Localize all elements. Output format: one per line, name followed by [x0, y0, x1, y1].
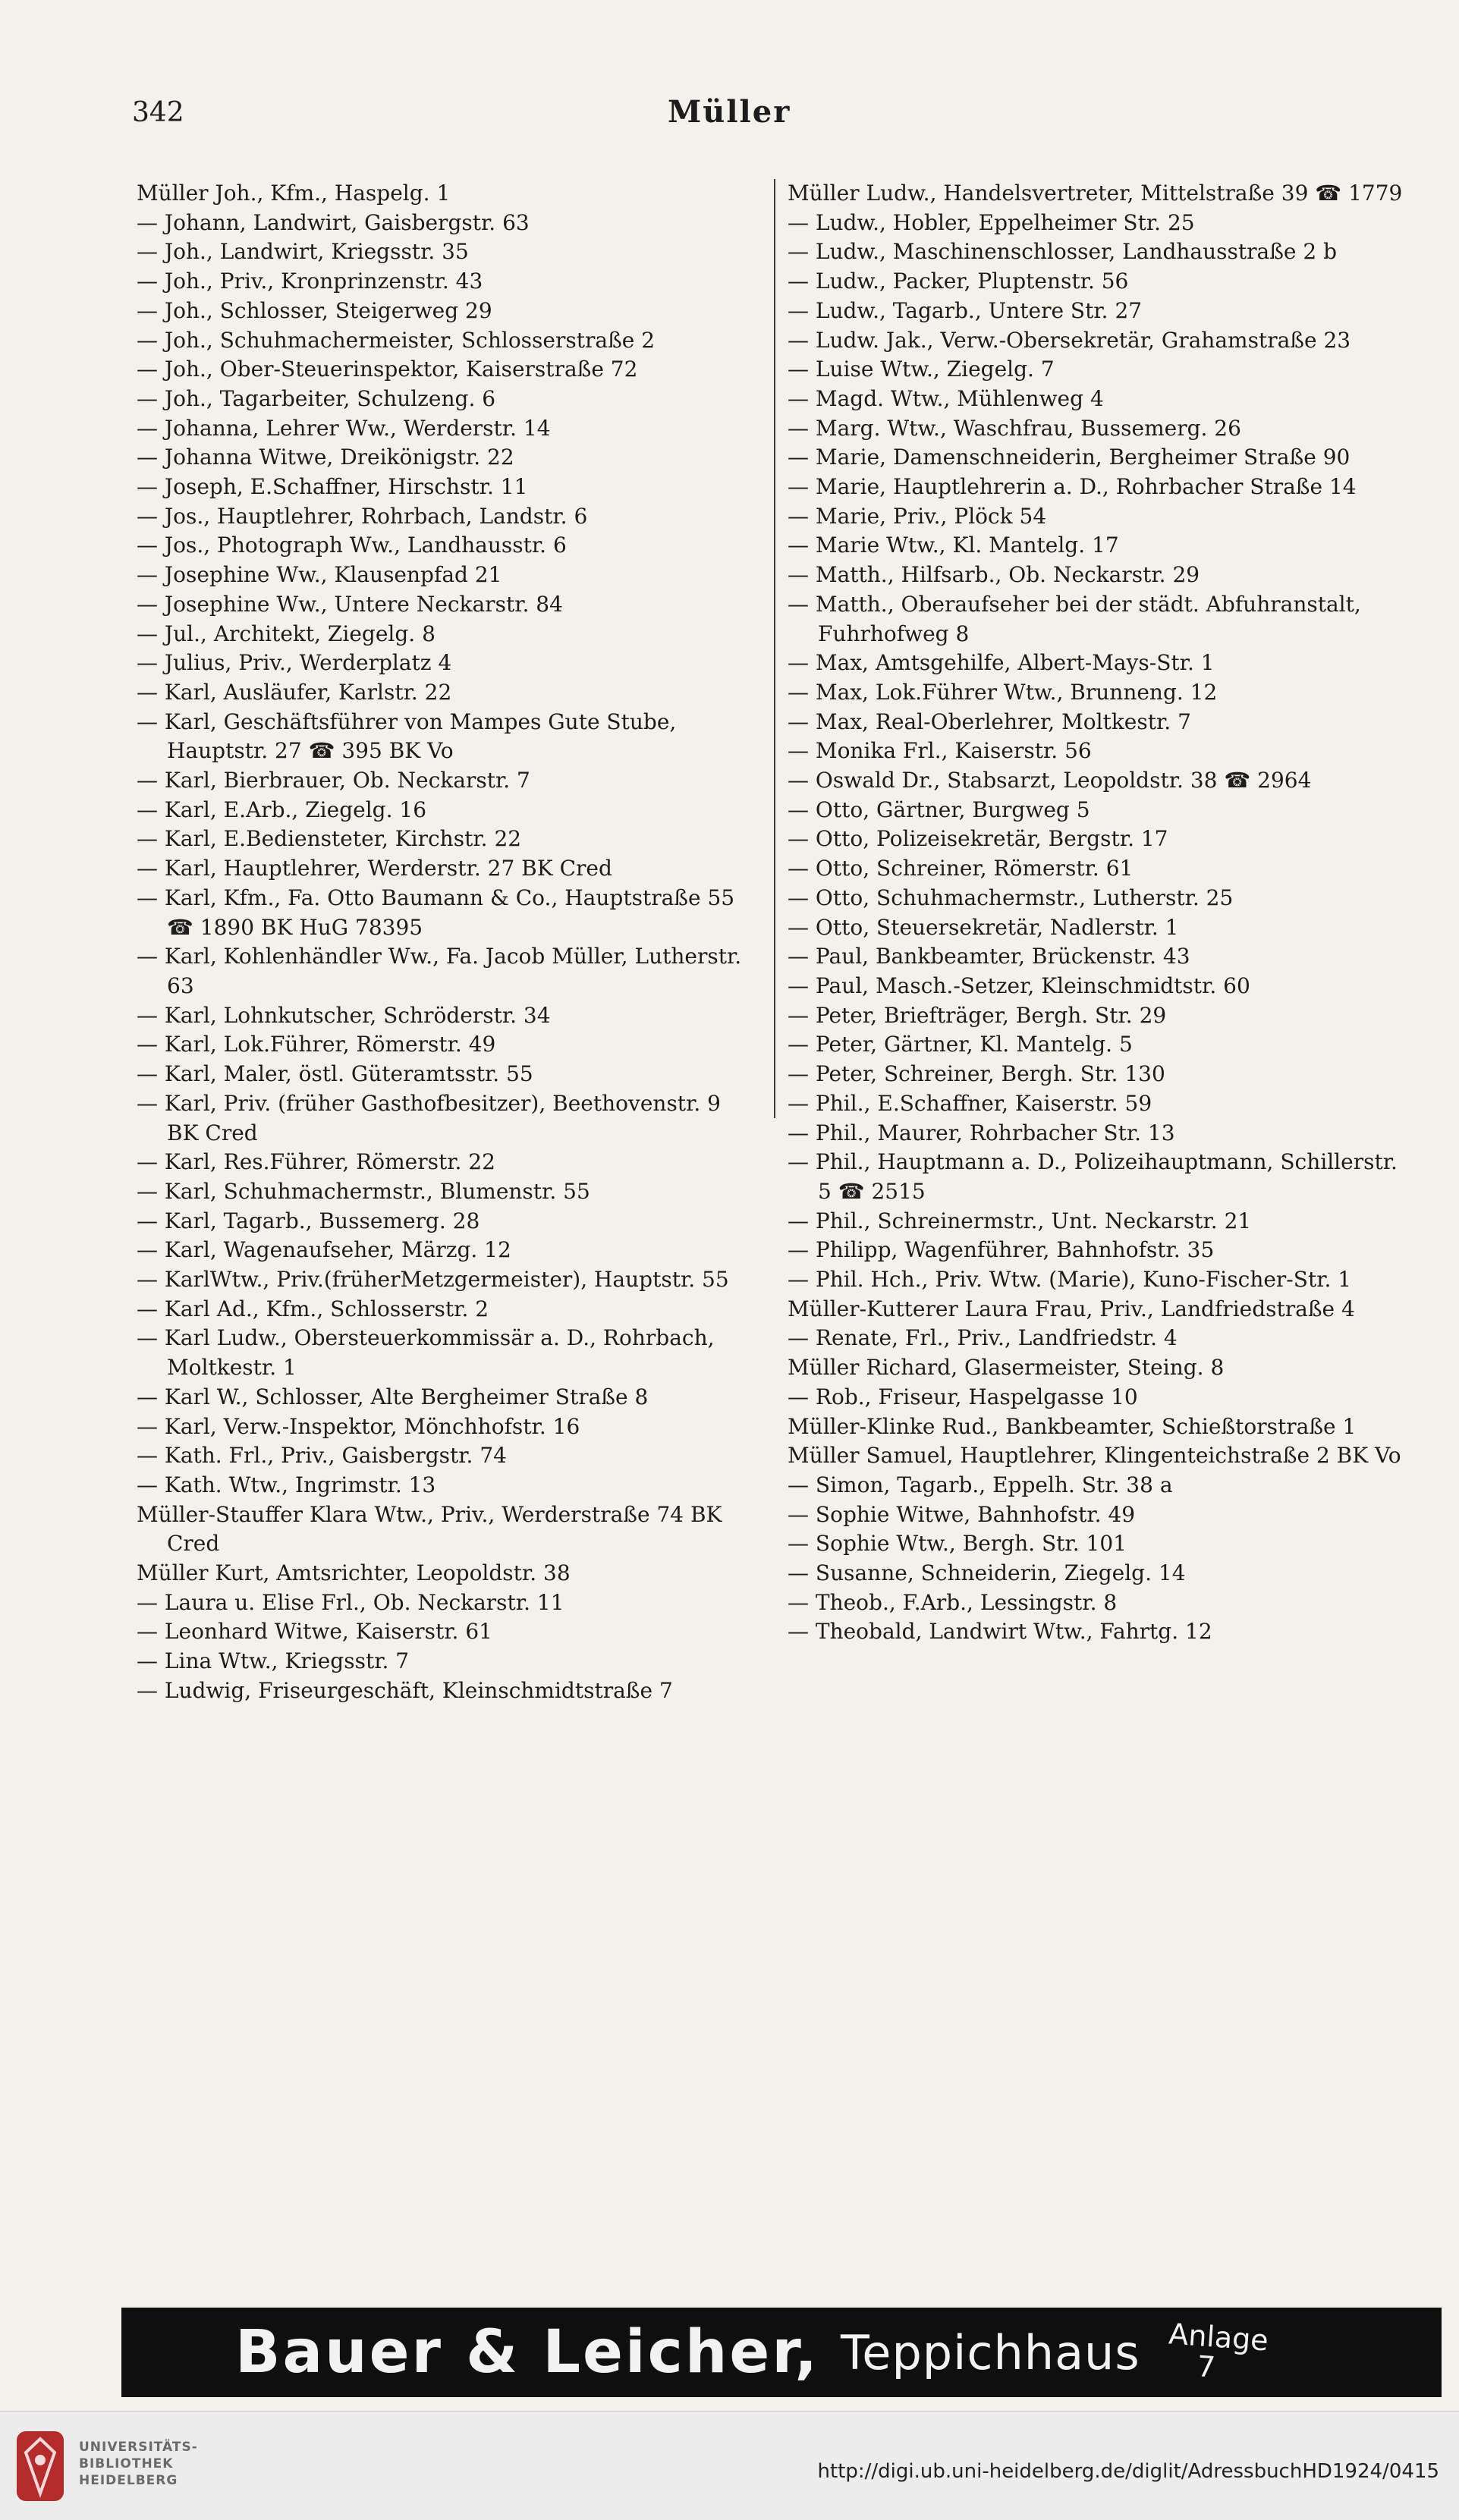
directory-entry: — Jos., Hauptlehrer, Rohrbach, Landstr. 6 [137, 503, 588, 529]
directory-entry: — Jul., Architekt, Ziegelg. 8 [137, 621, 435, 646]
directory-entry: — Leonhard Witwe, Kaiserstr. 61 [137, 1619, 492, 1645]
directory-entry: — Sophie Wtw., Bergh. Str. 101 [788, 1531, 1127, 1557]
directory-entry: — Philipp, Wagenführer, Bahnhofstr. 35 [788, 1237, 1215, 1263]
directory-entry: — Matth., Hilfsarb., Ob. Neckarstr. 29 [788, 562, 1200, 588]
ad-note-line2: 7 [1195, 2349, 1216, 2384]
directory-entry: — Ludw., Maschinenschlosser, Landhausstraße 2 b [788, 239, 1338, 265]
directory-entry: — Joseph, E.Schaffner, Hirschstr. 11 [137, 474, 528, 500]
directory-entry: — Ludw., Packer, Pluptenstr. 56 [788, 269, 1129, 294]
library-seal-icon [15, 2430, 65, 2503]
directory-entry: — Karl, Tagarb., Bussemerg. 28 [137, 1208, 480, 1233]
directory-entry: — Phil., Schreinermstr., Unt. Neckarstr. 21 [788, 1208, 1252, 1233]
left-column [137, 179, 759, 1706]
library-name-line2: BIBLIOTHEK [79, 2456, 174, 2471]
directory-entry: — Luise Wtw., Ziegelg. 7 [788, 357, 1055, 382]
directory-entry: — Oswald Dr., Stabsarzt, Leopoldstr. 38 ☎ 2964 [788, 768, 1312, 793]
advertisement-banner [121, 2308, 1442, 2397]
source-url-link[interactable]: http://digi.ub.uni-heidelberg.de/diglit/AdressbuchHD1924/0415 [817, 2460, 1439, 2483]
directory-entry: — Karl, Lok.Führer, Römerstr. 49 [137, 1032, 496, 1057]
ad-note-line1: Anlage [1167, 2317, 1269, 2358]
directory-entry: — Karl, Schuhmachermstr., Blumenstr. 55 [137, 1178, 590, 1204]
directory-entry: — Johann, Landwirt, Gaisbergstr. 63 [137, 209, 530, 235]
directory-entry: — Otto, Gärtner, Burgweg 5 [788, 797, 1090, 822]
directory-entry: Müller-Klinke Rud., Bankbeamter, Schießtorstraße 1 [788, 1413, 1357, 1439]
directory-entry: — Paul, Masch.-Setzer, Kleinschmidtstr. 60 [788, 972, 1250, 998]
directory-entry: Müller-Stauffer Klara Wtw., Priv., Werderstraße 74 BK Cred [137, 1501, 722, 1557]
directory-entry: — Peter, Schreiner, Bergh. Str. 130 [788, 1061, 1165, 1087]
directory-entry: — Simon, Tagarb., Eppelh. Str. 38 a [788, 1472, 1173, 1497]
page-number: 342 [132, 97, 184, 128]
directory-entry: — Karl W., Schlosser, Alte Bergheimer Straße 8 [137, 1384, 649, 1409]
directory-entry: — Ludw., Tagarb., Untere Str. 27 [788, 297, 1143, 323]
directory-entry: — Matth., Oberaufseher bei der städt. Abfuhranstalt, Fuhrhofweg 8 [788, 591, 1361, 646]
directory-entry: — Lina Wtw., Kriegsstr. 7 [137, 1648, 410, 1674]
directory-entry: — Karl, Maler, östl. Güteramtsstr. 55 [137, 1061, 533, 1087]
directory-entry: — Phil. Hch., Priv. Wtw. (Marie), Kuno-Fischer-Str. 1 [788, 1267, 1352, 1293]
directory-entry: — Laura u. Elise Frl., Ob. Neckarstr. 11 [137, 1589, 564, 1615]
directory-entry: — Phil., Maurer, Rohrbacher Str. 13 [788, 1120, 1175, 1145]
directory-entry: — Karl, E.Arb., Ziegelg. 16 [137, 797, 427, 822]
directory-entry: — Peter, Gärtner, Kl. Mantelg. 5 [788, 1032, 1133, 1057]
directory-entry: — Karl Ludw., Obersteuerkommissär a. D., Rohrbach, Moltkestr. 1 [137, 1325, 715, 1381]
directory-entry: — Karl Ad., Kfm., Schlosserstr. 2 [137, 1296, 489, 1321]
library-name-line1: UNIVERSITÄTS- [79, 2440, 198, 2455]
directory-entry: — Julius, Priv., Werderplatz 4 [137, 650, 452, 676]
directory-entry: — Johanna, Lehrer Ww., Werderstr. 14 [137, 415, 551, 441]
directory-entry: — Marie, Priv., Plöck 54 [788, 503, 1047, 529]
directory-entry: Müller Kurt, Amtsrichter, Leopoldstr. 38 [137, 1560, 571, 1586]
directory-entry: — Karl, Ausläufer, Karlstr. 22 [137, 679, 452, 705]
directory-entry: — Renate, Frl., Priv., Landfriedstr. 4 [788, 1325, 1178, 1351]
directory-entry: — Karl, Geschäftsführer von Mampes Gute Stube, Hauptstr. 27 ☎ 395 BK Vo [137, 709, 677, 764]
library-name [79, 2439, 198, 2489]
directory-entry: — Rob., Friseur, Haspelgasse 10 [788, 1384, 1138, 1409]
directory-entry: — Karl, Kohlenhändler Ww., Fa. Jacob Müller, Lutherstr. 63 [137, 944, 742, 998]
directory-entry: — Phil., Hauptmann a. D., Polizeihauptmann, Schillerstr. 5 ☎ 2515 [788, 1149, 1398, 1204]
directory-entry: — Joh., Schlosser, Steigerweg 29 [137, 297, 492, 323]
directory-entry: — Karl, Verw.-Inspektor, Mönchhofstr. 16 [137, 1413, 580, 1439]
directory-entry: — Peter, Briefträger, Bergh. Str. 29 [788, 1002, 1167, 1028]
directory-entry: — Otto, Polizeisekretär, Bergstr. 17 [788, 826, 1168, 852]
directory-entry: — KarlWtw., Priv.(früherMetzgermeister), Hauptstr. 55 [137, 1267, 729, 1293]
directory-entry: — Johanna Witwe, Dreikönigstr. 22 [137, 445, 514, 470]
directory-entry: — Marie, Hauptlehrerin a. D., Rohrbacher Straße 14 [788, 474, 1357, 500]
directory-entry: — Max, Real-Oberlehrer, Moltkestr. 7 [788, 709, 1191, 734]
directory-entry: — Otto, Schuhmachermstr., Lutherstr. 25 [788, 885, 1234, 910]
directory-entry: — Theob., F.Arb., Lessingstr. 8 [788, 1589, 1118, 1615]
directory-entry: — Josephine Ww., Untere Neckarstr. 84 [137, 591, 563, 617]
footer-bar [0, 2411, 1459, 2520]
directory-entry: — Max, Amtsgehilfe, Albert-Mays-Str. 1 [788, 650, 1215, 676]
directory-entry: — Joh., Landwirt, Kriegsstr. 35 [137, 239, 469, 265]
directory-entry: — Theobald, Landwirt Wtw., Fahrtg. 12 [788, 1619, 1212, 1645]
column-divider [774, 179, 775, 1118]
directory-entry: — Marie, Damenschneiderin, Bergheimer Straße 90 [788, 445, 1351, 470]
directory-entry: — Marie Wtw., Kl. Mantelg. 17 [788, 533, 1119, 558]
directory-entry: — Karl, Kfm., Fa. Otto Baumann & Co., Hauptstraße 55 ☎ 1890 BK HuG 78395 [137, 885, 735, 940]
directory-entry: Müller Ludw., Handelsvertreter, Mittelstraße 39 ☎ 1779 [788, 181, 1403, 206]
directory-entry: — Susanne, Schneiderin, Ziegelg. 14 [788, 1560, 1186, 1586]
directory-entry: — Joh., Priv., Kronprinzenstr. 43 [137, 269, 483, 294]
ad-description: Teppichhaus [840, 2324, 1140, 2380]
directory-entry: — Max, Lok.Führer Wtw., Brunneng. 12 [788, 679, 1218, 705]
ad-note [1165, 2319, 1269, 2386]
directory-entry: — Karl, Res.Führer, Römerstr. 22 [137, 1149, 495, 1175]
directory-entry: — Otto, Schreiner, Römerstr. 61 [788, 856, 1134, 881]
running-head: Müller [668, 94, 791, 130]
directory-entry: — Karl, Lohnkutscher, Schröderstr. 34 [137, 1002, 551, 1028]
directory-entry: — Josephine Ww., Klausenpfad 21 [137, 562, 502, 588]
directory-entry: — Kath. Wtw., Ingrimstr. 13 [137, 1472, 436, 1497]
directory-entry: — Joh., Tagarbeiter, Schulzeng. 6 [137, 385, 496, 411]
directory-entry: Müller-Kutterer Laura Frau, Priv., Landfriedstraße 4 [788, 1296, 1355, 1321]
directory-entry: — Karl, Hauptlehrer, Werderstr. 27 BK Cred [137, 856, 612, 881]
directory-entry: — Phil., E.Schaffner, Kaiserstr. 59 [788, 1090, 1152, 1116]
ad-firm-name: Bauer & Leicher, [235, 2318, 819, 2386]
directory-entry: — Sophie Witwe, Bahnhofstr. 49 [788, 1501, 1136, 1527]
directory-entry: — Otto, Steuersekretär, Nadlerstr. 1 [788, 914, 1179, 940]
directory-entry: — Ludw. Jak., Verw.-Obersekretär, Grahamstraße 23 [788, 327, 1351, 353]
directory-entry: — Karl, Wagenaufseher, Märzg. 12 [137, 1237, 511, 1263]
directory-entry: Müller Joh., Kfm., Haspelg. 1 [137, 181, 451, 206]
directory-entry: Müller Samuel, Hauptlehrer, Klingenteichstraße 2 BK Vo [788, 1443, 1401, 1469]
library-name-line3: HEIDELBERG [79, 2473, 178, 2488]
directory-entry: — Karl, Priv. (früher Gasthofbesitzer), Beethovenstr. 9 BK Cred [137, 1090, 721, 1145]
directory-entry: — Joh., Schuhmachermeister, Schlosserstraße 2 [137, 327, 656, 353]
directory-entry: — Marg. Wtw., Waschfrau, Bussemerg. 26 [788, 415, 1241, 441]
directory-entry: — Ludwig, Friseurgeschäft, Kleinschmidtstraße 7 [137, 1677, 673, 1703]
directory-entry: — Paul, Bankbeamter, Brückenstr. 43 [788, 944, 1190, 969]
directory-entry: — Joh., Ober-Steuerinspektor, Kaiserstraße 72 [137, 357, 638, 382]
directory-entry: — Karl, E.Bediensteter, Kirchstr. 22 [137, 826, 522, 852]
directory-entry: — Karl, Bierbrauer, Ob. Neckarstr. 7 [137, 768, 530, 793]
directory-entry: — Kath. Frl., Priv., Gaisbergstr. 74 [137, 1443, 507, 1469]
directory-entry: — Monika Frl., Kaiserstr. 56 [788, 738, 1092, 764]
directory-entry: — Magd. Wtw., Mühlenweg 4 [788, 385, 1104, 411]
directory-entry: Müller Richard, Glasermeister, Steing. 8 [788, 1355, 1225, 1381]
right-column [788, 179, 1417, 1647]
directory-entry: — Jos., Photograph Ww., Landhausstr. 6 [137, 533, 567, 558]
directory-entry: — Ludw., Hobler, Eppelheimer Str. 25 [788, 209, 1195, 235]
